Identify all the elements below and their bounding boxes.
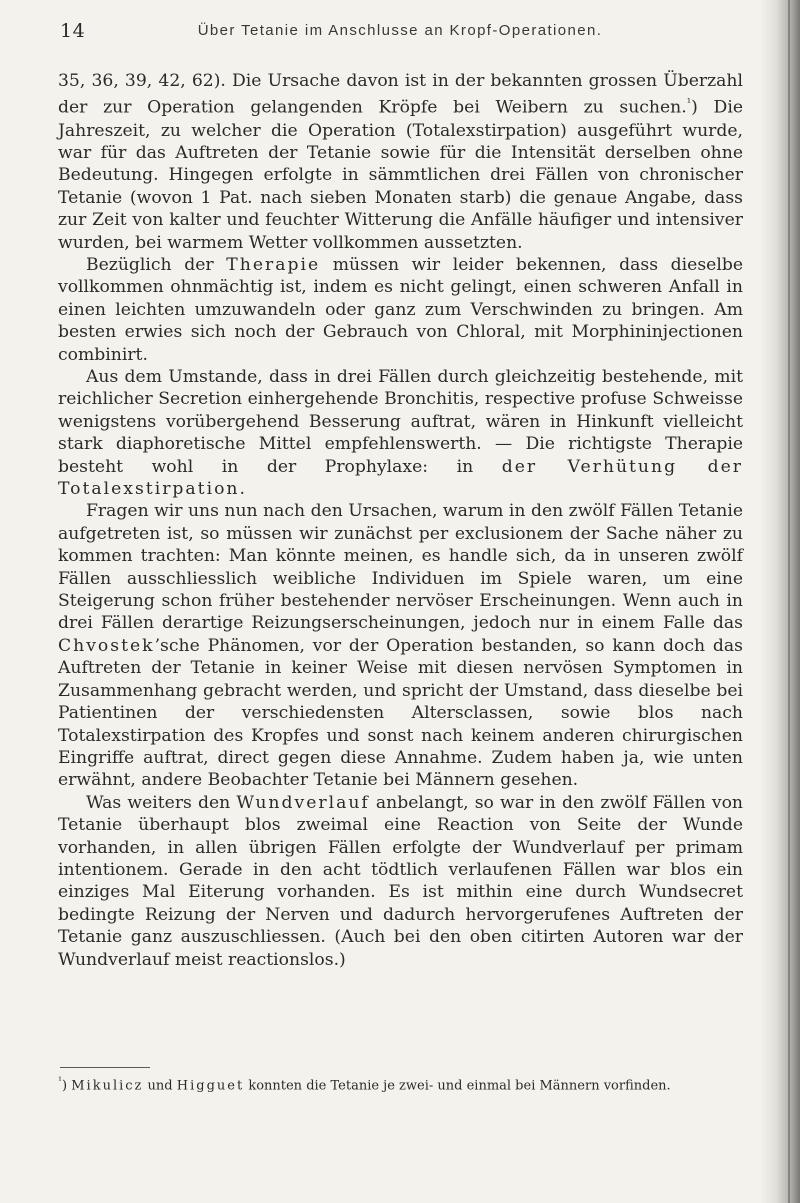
running-title: Über Tetanie im Anschlusse an Kropf-Operationen. xyxy=(197,22,603,39)
text-run: ) Die Jahreszeit, zu welcher die Operation (Totalexstirpation) ausgeführt wurde, war für das Auftreten der Tetanie sowie für die Intensität derselben ohne Bedeutung. Hingegen erfolgte in sämmtlichen drei Fällen von chronischer Tetanie (wovon 1 Pat. nach sieben Monaten starb) die genaue Angabe, dass zur Zeit von kalter und feuchter Witterung die Anfälle häufiger und intensiver wurden, bei warmem Wetter vollkommen aussetzten. xyxy=(58,98,743,253)
page-edge-shadow xyxy=(760,0,800,1203)
page-edge-line xyxy=(788,0,790,1203)
paragraph xyxy=(58,792,743,971)
spaced-emphasis: Therapie xyxy=(226,254,321,275)
text-run: müssen wir leider bekennen, dass dieselbe vollkommen ohnmächtig ist, indem es nicht gelingt, einen schweren Anfall in einen leichten umzuwandeln oder ganz zum Verschwinden zu bringen. Am besten erwies sich noch der Gebrauch von Chloral, mit Morphininjectionen combinirt. xyxy=(58,254,743,365)
paragraph xyxy=(58,70,743,254)
text-run: ) xyxy=(62,1078,72,1094)
text-run: ’sche Phänomen, vor der Operation bestanden, so kann doch das Auftreten der Tetanie in keiner Weise mit diesen nervösen Symptomen in Zusammenhang gebracht werden, und spricht der Umstand, dass dieselbe bei Patientinen der verschiedensten Altersclassen, sowie blos nach Totalexstirpation des Kropfes und sonst nach keinem anderen chirurgischen Eingriffe auftrat, direct gegen diese Annahme. Zudem haben ja, wie unten erwähnt, andere Beobachter Tetanie bei Männern gesehen. xyxy=(58,635,743,791)
spaced-emphasis: Wundverlauf xyxy=(236,792,370,813)
text-run: Aus dem Umstande, dass in drei Fällen durch gleichzeitig bestehende, mit reichlicher Secretion einhergehende Bronchitis, respective profuse Schweisse wenigstens vorübergehend Besserung auftrat, wären in Hinkunft vielleicht stark diaphoretische Mittel empfehlenswerth. — Die richtigste Therapie besteht wohl in der Prophylaxe: in xyxy=(58,367,743,477)
paragraph xyxy=(58,500,743,791)
text-run: 35, 36, 39, 42, 62). Die Ursache davon ist in der bekannten grossen Überzahl der zur Operation gelangenden Kröpfe bei Weibern zu suchen. xyxy=(58,71,743,119)
footnote-reference: ¹ xyxy=(686,96,692,110)
text-run: Was weiters den xyxy=(86,792,237,813)
page-number: 14 xyxy=(60,20,86,42)
paragraph xyxy=(58,366,743,500)
spaced-emphasis: Mikulicz xyxy=(71,1078,144,1094)
paragraph xyxy=(58,254,743,366)
page-header xyxy=(60,20,740,50)
spaced-emphasis: Chvostek xyxy=(58,635,155,656)
spaced-emphasis: der Verhütung der Totalexstirpation. xyxy=(58,456,743,500)
text-run: anbelangt, so war in den zwölf Fällen von Tetanie überhaupt blos zweimal eine Reaction von Seite der Wunde vorhanden, in allen übrigen Fällen erfolgte der Wundverlauf per primam intentionem. Gerade in den acht tödtlich verlaufenen Fällen war blos ein einziges Mal Eiterung vorhanden. Es ist mithin eine durch Wundsecret bedingte Reizung der Nerven und dadurch hervorgerufenes Auftreten der Tetanie ganz auszuschliessen. (Auch bei den oben citirten Autoren war der Wundverlauf meist reactionslos.) xyxy=(58,792,743,970)
text-run: und xyxy=(143,1078,177,1094)
body-text xyxy=(58,70,743,971)
footnote-rule xyxy=(60,1067,150,1068)
text-run: Fragen wir uns nun nach den Ursachen, warum in den zwölf Fällen Tetanie aufgetreten ist, so müssen wir zunächst per exclusionem der Sache näher zu kommen trachten: Man könnte meinen, es handle sich, da in unseren zwölf Fällen ausschliesslich weibliche Individuen im Spiele waren, um eine Steigerung schon früher bestehender nervöser Erscheinungen. Wenn auch in drei Fällen derartige Reizungserscheinungen, jedoch nur in einem Falle das xyxy=(58,501,743,634)
spaced-emphasis: Higguet xyxy=(176,1078,245,1094)
text-run: Bezüglich der xyxy=(86,254,227,275)
footnote xyxy=(58,1072,743,1095)
footnote-mark: ¹ xyxy=(58,1076,63,1087)
text-run: konnten die Tetanie je zwei- und einmal bei Männern vorfinden. xyxy=(244,1078,671,1094)
